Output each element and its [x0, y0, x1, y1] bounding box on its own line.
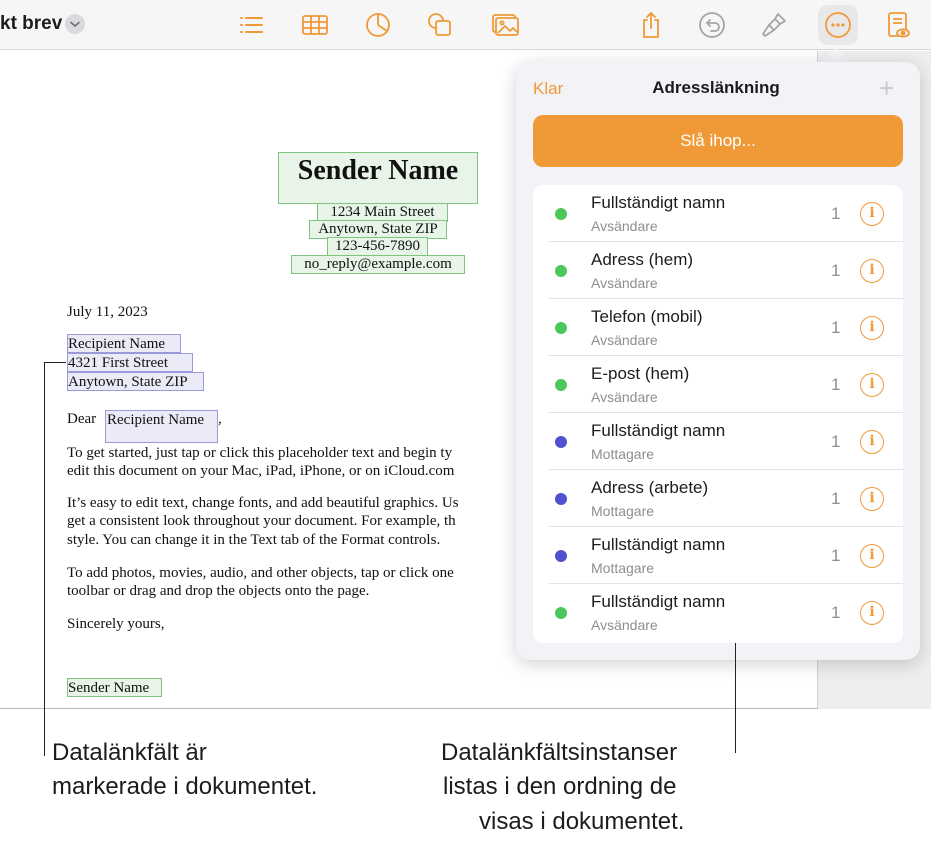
status-dot-icon: [555, 493, 567, 505]
caption-right-line-3: visas i dokumentet.: [479, 808, 685, 835]
list-item-count: 1: [831, 204, 841, 223]
list-item-count: 1: [831, 318, 841, 337]
list-item-title: Telefon (mobil): [591, 307, 703, 326]
paragraph-3-line-2: toolbar or drag and drop the objects onto the page.: [67, 583, 370, 599]
list-item[interactable]: [533, 242, 903, 299]
sender-phone-field[interactable]: 123-456-7890: [327, 237, 428, 256]
sender-street-field[interactable]: 1234 Main Street: [317, 203, 448, 222]
salutation-recipient-field[interactable]: Recipient Name: [105, 410, 218, 443]
list-item-title: Fullständigt namn: [591, 535, 726, 554]
list-item[interactable]: [533, 356, 903, 413]
callout-line-right: [735, 643, 736, 753]
caption-right-line-2: listas i den ordning de: [443, 773, 677, 800]
chevron-down-icon[interactable]: [65, 14, 85, 34]
done-button[interactable]: Klar: [533, 79, 564, 98]
info-icon[interactable]: i: [860, 601, 884, 625]
list-item-count: 1: [831, 432, 841, 451]
list-item-count: 1: [831, 489, 841, 508]
letter-date: July 11, 2023: [67, 304, 148, 320]
field-list: [533, 185, 903, 643]
list-item-title: E-post (hem): [591, 364, 690, 383]
list-item-subtitle: Avsändare: [591, 332, 658, 348]
closing: Sincerely yours,: [67, 616, 165, 632]
status-dot-icon: [555, 379, 567, 391]
recipient-street-field[interactable]: 4321 First Street: [67, 353, 193, 372]
caption-left-line-1: Datalänkfält är: [52, 739, 207, 766]
info-icon[interactable]: i: [860, 316, 884, 340]
callout-line-left-vertical: [44, 362, 45, 756]
more-icon[interactable]: [823, 10, 853, 40]
table-icon[interactable]: [300, 10, 330, 40]
list-item-title: Fullständigt namn: [591, 592, 726, 611]
paragraph-2-line-2: get a consistent look throughout your document. For example, th: [67, 513, 456, 529]
list-item[interactable]: [533, 185, 903, 242]
info-icon[interactable]: i: [860, 544, 884, 568]
undo-icon[interactable]: [697, 10, 727, 40]
signature-field[interactable]: Sender Name: [67, 678, 162, 697]
merge-button[interactable]: Slå ihop...: [533, 115, 903, 167]
recipient-name-field[interactable]: Recipient Name: [67, 334, 181, 353]
info-icon[interactable]: i: [860, 202, 884, 226]
sender-city-field[interactable]: Anytown, State ZIP: [309, 220, 447, 239]
salutation: Dear: [67, 411, 97, 427]
callout-line-left-horizontal: [44, 362, 66, 363]
list-item[interactable]: [533, 584, 903, 641]
list-item-subtitle: Avsändare: [591, 218, 658, 234]
list-item-title: Fullständigt namn: [591, 193, 726, 212]
list-item[interactable]: [533, 413, 903, 470]
list-item-count: 1: [831, 261, 841, 280]
list-item-title: Adress (hem): [591, 250, 694, 269]
list-item-count: 1: [831, 375, 841, 394]
list-icon[interactable]: [236, 10, 266, 40]
status-dot-icon: [555, 322, 567, 334]
media-icon[interactable]: [490, 10, 520, 40]
status-dot-icon: [555, 436, 567, 448]
info-icon[interactable]: i: [860, 259, 884, 283]
toolbar: [0, 0, 931, 50]
shapes-icon[interactable]: [425, 10, 455, 40]
list-item-count: 1: [831, 603, 841, 622]
list-item-title: Adress (arbete): [591, 478, 709, 497]
list-item[interactable]: [533, 470, 903, 527]
list-item-subtitle: Mottagare: [591, 446, 655, 462]
salutation-comma: ,: [218, 411, 222, 427]
sender-name-field[interactable]: Sender Name: [278, 152, 478, 204]
recipient-city-field[interactable]: Anytown, State ZIP: [67, 372, 204, 391]
add-icon[interactable]: +: [879, 73, 895, 103]
status-dot-icon: [555, 208, 567, 220]
info-icon[interactable]: i: [860, 487, 884, 511]
paragraph-1-line-2: edit this document on your Mac, iPad, iPhone, or on iCloud.com: [67, 463, 455, 479]
status-dot-icon: [555, 550, 567, 562]
document-title[interactable]: kt brev: [0, 13, 63, 34]
list-item-subtitle: Mottagare: [591, 560, 655, 576]
status-dot-icon: [555, 265, 567, 277]
caption-left-line-2: markerade i dokumentet.: [52, 773, 318, 800]
paragraph-2-line-1: It’s easy to edit text, change fonts, and add beautiful graphics. Us: [67, 495, 459, 511]
list-item-subtitle: Avsändare: [591, 275, 658, 291]
list-item-count: 1: [831, 546, 841, 565]
share-icon[interactable]: [636, 10, 666, 40]
chart-icon[interactable]: [363, 10, 393, 40]
list-item[interactable]: [533, 527, 903, 584]
info-icon[interactable]: i: [860, 373, 884, 397]
status-dot-icon: [555, 607, 567, 619]
reader-view-icon[interactable]: [883, 10, 913, 40]
sender-email-field[interactable]: no_reply@example.com: [291, 255, 465, 274]
list-item-subtitle: Avsändare: [591, 389, 658, 405]
list-item-subtitle: Mottagare: [591, 503, 655, 519]
popover-title: Adresslänkning: [652, 78, 780, 97]
caption-right-line-1: Datalänkfältsinstanser: [441, 739, 678, 766]
info-icon[interactable]: i: [860, 430, 884, 454]
list-item-title: Fullständigt namn: [591, 421, 726, 440]
list-item-subtitle: Avsändare: [591, 617, 658, 633]
list-item[interactable]: [533, 299, 903, 356]
format-brush-icon[interactable]: [759, 10, 789, 40]
paragraph-2-line-3: style. You can change it in the Text tab of the Format controls.: [67, 532, 441, 548]
paragraph-1-line-1: To get started, just tap or click this placeholder text and begin ty: [67, 445, 453, 461]
paragraph-3-line-1: To add photos, movies, audio, and other objects, tap or click one: [67, 565, 454, 581]
